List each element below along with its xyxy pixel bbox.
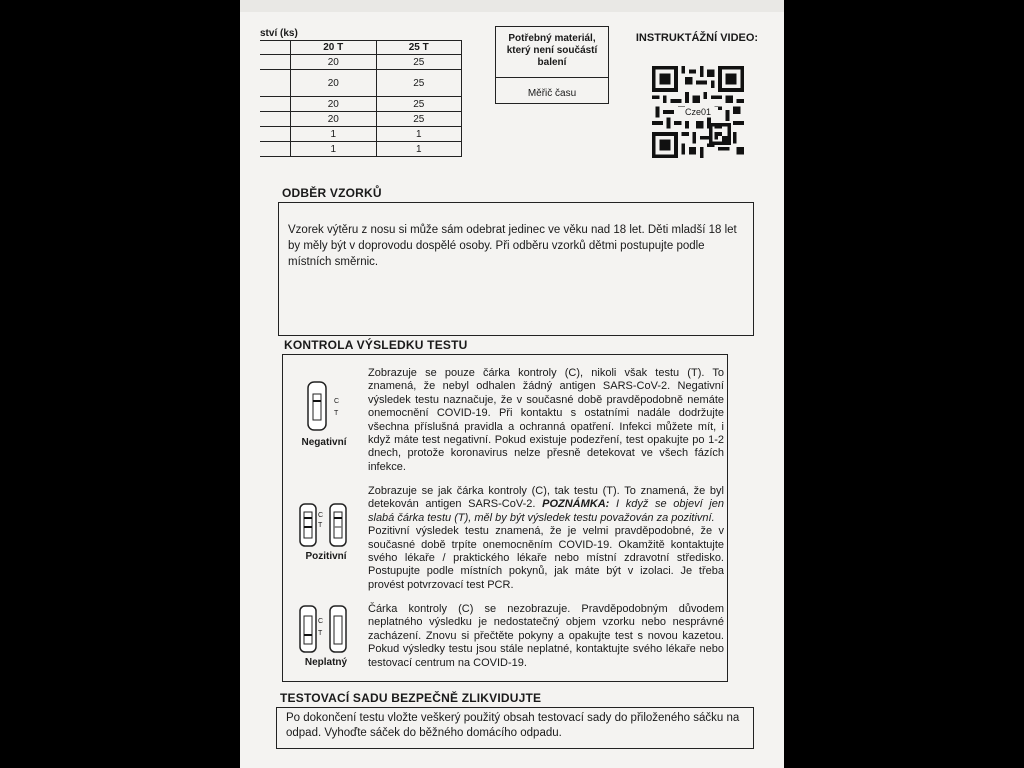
negative-text: Zobrazuje se pouze čárka kontroly (C), nikoli však testu (T). To znamená, že nebyl odhalen žádný antigen SARS-CoV-2. Negativní výsledek testu naznačuje, že v současné době pravděpodobně nemáte onemocnění COVID-19. Při kontaktu s ostatními nadále dodržujte všechna příslušná pravidla a ochranná opatření. Infekci můžete mít, i když máte test negativní. Pokud existuje podezření, test opakujte po 1-2 dnech, protože koronavirus nelze přesně detekovat ve všech fázích infekce. — [368, 367, 724, 473]
positive-cassette-icon — [296, 502, 360, 548]
positive-t-label: T — [318, 522, 323, 529]
table-row: 1 1 — [260, 142, 462, 157]
positive-note-text: I když se objeví jen slabá čárka testu (T), měl by být výsledek testu považován za pozitivní. — [368, 498, 724, 524]
materials-item: Měřič času — [527, 88, 577, 99]
sampling-text: Vzorek výtěru z nosu si může sám odebrat jedinec ve věku nad 18 let. Děti mladší 18 let by měly být v doprovodu dospělé osoby. Při odběru vzorků dětmi postupujte podle místních směrnic. — [288, 224, 737, 268]
positive-text — [368, 485, 724, 592]
positive-note-label: POZNÁMKA: — [542, 498, 610, 511]
table-header-fragment: ství (ks) — [260, 28, 298, 39]
positive-c-label: C — [318, 512, 324, 519]
table-col-25t: 25 T — [376, 41, 462, 55]
negative-caption: Negativní — [301, 437, 347, 448]
table-row: 20 25 — [260, 55, 462, 70]
invalid-t-label: T — [318, 630, 323, 637]
invalid-caption: Neplatný — [304, 657, 348, 668]
positive-caption: Pozitivní — [305, 551, 347, 562]
quantity-table — [260, 40, 462, 157]
table-row: 20 25 — [260, 97, 462, 112]
top-margin-strip — [240, 0, 784, 12]
invalid-text: Čárka kontroly (C) se nezobrazuje. Pravděpodobným důvodem neplatného výsledku je nedostatečný objem vzorku nebo nesprávné zacházení. Znovu si přečtěte pokyny a opakujte test s novou kazetou. Pokud výsledky testu jsou stále neplatné, kontaktujte svého lékaře nebo testovací centrum na COVID-19. — [368, 603, 724, 669]
table-col-empty — [260, 41, 291, 55]
negative-t-label: T — [334, 410, 339, 417]
video-title: INSTRUKTÁŽNÍ VIDEO: — [635, 32, 759, 44]
disposal-heading: TESTOVACÍ SADU BEZPEČNĚ ZLIKVIDUJTE — [280, 691, 542, 705]
invalid-cassette-icon — [296, 604, 360, 654]
negative-c-label: C — [334, 398, 340, 405]
disposal-text: Po dokončení testu vložte veškerý použitý obsah testovací sady do přiloženého sáčku na odpad. Vyhoďte sáček do běžného domácího odpadu. — [286, 712, 740, 739]
document-page — [240, 0, 784, 768]
positive-text-b: Pozitivní výsledek testu znamená, že je velmi pravděpodobné, že v současné době trpíte onemocněním COVID-19. Okamžitě kontaktujte svého lékaře / praktického lékaře nebo místní zdravotní středisko. Postupujte podle místních pokynů, jak máte být v izolaci. Je třeba provést potvrzovací test PCR. — [368, 525, 724, 591]
table-col-20t: 20 T — [291, 41, 377, 55]
materials-title: Potřebný materiál, který není součástí balení — [496, 27, 608, 78]
sampling-heading: ODBĚR VZORKŮ — [282, 186, 382, 200]
positive-text-a: Zobrazuje se jak čárka kontroly (C), tak testu (T). To znamená, že byl detekován antigen SARS-CoV-2. — [368, 485, 724, 511]
table-row: 1 1 — [260, 127, 462, 142]
qr-label: Cze01 — [678, 107, 718, 117]
results-heading: KONTROLA VÝSLEDKU TESTU — [284, 338, 468, 352]
table-row: 20 25 — [260, 112, 462, 127]
invalid-c-label: C — [318, 618, 324, 625]
materials-box — [495, 26, 609, 104]
negative-cassette-icon — [304, 380, 346, 432]
table-row: 20 25 — [260, 70, 462, 97]
